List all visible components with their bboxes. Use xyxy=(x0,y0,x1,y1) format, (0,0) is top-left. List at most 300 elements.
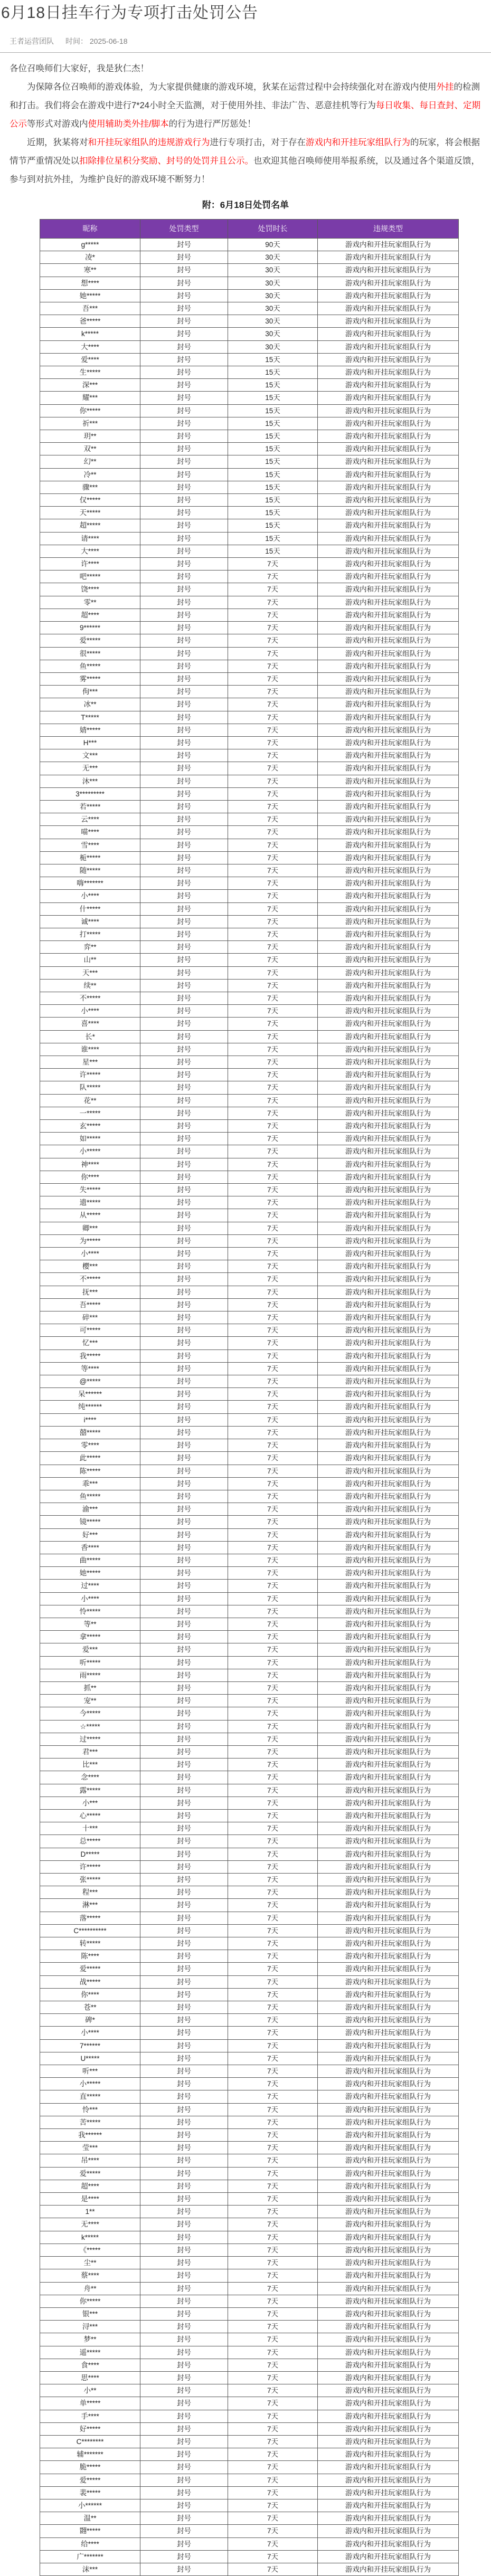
nickname-cell: 直***** xyxy=(40,2090,140,2103)
violation-type-cell: 游戏内和开挂玩家组队行为 xyxy=(318,455,459,468)
table-row xyxy=(40,851,459,864)
punish-type-cell: 封号 xyxy=(140,1145,228,1158)
punish-duration-cell: 7天 xyxy=(228,1120,318,1133)
punish-duration-cell: 7天 xyxy=(228,1796,318,1809)
nickname-cell: 喵**** xyxy=(40,826,140,839)
punish-duration-cell: 7天 xyxy=(228,749,318,762)
punish-duration-cell: 7天 xyxy=(228,992,318,1004)
punish-type-cell: 封号 xyxy=(140,1899,228,1912)
punish-duration-cell: 7天 xyxy=(228,2422,318,2435)
table-row xyxy=(40,545,459,557)
punish-type-cell: 封号 xyxy=(140,1707,228,1720)
table-row xyxy=(40,1018,459,1030)
punish-duration-cell: 7天 xyxy=(228,571,318,583)
violation-type-cell: 游戏内和开挂玩家组队行为 xyxy=(318,1592,459,1605)
punish-type-cell: 封号 xyxy=(140,1081,228,1094)
violation-type-cell: 游戏内和开挂玩家组队行为 xyxy=(318,1043,459,1056)
punish-type-cell: 封号 xyxy=(140,1886,228,1899)
punish-duration-cell: 7天 xyxy=(228,1733,318,1745)
table-row xyxy=(40,2218,459,2231)
nickname-cell: 陈***** xyxy=(40,1465,140,1477)
nickname-cell: 过**** xyxy=(40,1580,140,1592)
violation-type-cell: 游戏内和开挂玩家组队行为 xyxy=(318,1324,459,1337)
nickname-cell: 碑* xyxy=(40,2014,140,2027)
nickname-cell: 大**** xyxy=(40,545,140,557)
table-row xyxy=(40,2307,459,2320)
table-row xyxy=(40,2206,459,2218)
nickname-cell: 佝*** xyxy=(40,686,140,698)
punish-duration-cell: 7天 xyxy=(228,558,318,571)
punish-duration-cell: 7天 xyxy=(228,826,318,839)
punish-duration-cell: 7天 xyxy=(228,2486,318,2499)
punish-type-cell: 封号 xyxy=(140,404,228,417)
table-row xyxy=(40,1924,459,1937)
table-row xyxy=(40,443,459,455)
punish-duration-cell: 7天 xyxy=(228,1145,318,1158)
table-row xyxy=(40,1937,459,1950)
punish-duration-cell: 7天 xyxy=(228,2448,318,2461)
header-divider xyxy=(0,52,491,53)
table-row xyxy=(40,979,459,992)
nickname-cell: 凌* xyxy=(40,251,140,264)
table-row xyxy=(40,1809,459,1822)
punishment-list-heading: 附：6月18日处罚名单 xyxy=(202,200,289,210)
nickname-cell: 花** xyxy=(40,1094,140,1107)
table-row xyxy=(40,2282,459,2295)
violation-type-cell: 游戏内和开挂玩家组队行为 xyxy=(318,379,459,392)
greeting-paragraph: 各位召唤师们大家好，我是狄仁杰！ xyxy=(10,64,149,73)
table-row xyxy=(40,1681,459,1694)
violation-type-cell: 游戏内和开挂玩家组队行为 xyxy=(318,1133,459,1145)
punish-type-cell: 封号 xyxy=(140,2206,228,2218)
nickname-cell: 爱***** xyxy=(40,634,140,647)
punish-duration-cell: 7天 xyxy=(228,2052,318,2065)
punish-duration-cell: 7天 xyxy=(228,1605,318,1618)
punish-type-cell: 封号 xyxy=(140,1631,228,1643)
nickname-cell: 落***** xyxy=(40,1912,140,1924)
punish-type-cell: 封号 xyxy=(140,928,228,940)
punish-duration-cell: 7天 xyxy=(228,2346,318,2359)
punish-duration-cell: 7天 xyxy=(228,1567,318,1580)
table-row xyxy=(40,1707,459,1720)
violation-type-cell: 游戏内和开挂玩家组队行为 xyxy=(318,915,459,928)
violation-type-cell: 游戏内和开挂玩家组队行为 xyxy=(318,2090,459,2103)
intro-paragraph-1 xyxy=(10,78,481,134)
table-row xyxy=(40,1222,459,1234)
table-row xyxy=(40,277,459,289)
punish-type-cell: 封号 xyxy=(140,622,228,634)
nickname-cell: 若***** xyxy=(40,800,140,813)
table-row xyxy=(40,1209,459,1222)
punish-type-cell: 封号 xyxy=(140,1874,228,1886)
table-row xyxy=(40,340,459,353)
punish-type-cell: 封号 xyxy=(140,532,228,545)
punish-type-cell: 封号 xyxy=(140,762,228,775)
punish-duration-cell: 7天 xyxy=(228,647,318,660)
punish-type-cell: 封号 xyxy=(140,379,228,392)
violation-type-cell: 游戏内和开挂玩家组队行为 xyxy=(318,2154,459,2167)
nickname-cell: 爸***** xyxy=(40,315,140,328)
punish-type-cell: 封号 xyxy=(140,353,228,366)
punish-type-cell: 封号 xyxy=(140,915,228,928)
punish-type-cell: 封号 xyxy=(140,839,228,851)
nickname-cell: 裴***** xyxy=(40,2486,140,2499)
nickname-cell: 小**** xyxy=(40,2027,140,2039)
punish-type-cell: 封号 xyxy=(140,2499,228,2512)
page-title: 6月18日挂车行为专项打击处罚公告 xyxy=(1,4,259,22)
punish-duration-cell: 7天 xyxy=(228,2167,318,2180)
nickname-cell: 吊**** xyxy=(40,2154,140,2167)
violation-type-cell: 游戏内和开挂玩家组队行为 xyxy=(318,1669,459,1681)
nickname-cell: 你**** xyxy=(40,1988,140,2001)
punish-duration-cell: 7天 xyxy=(228,2321,318,2333)
punish-duration-cell: 7天 xyxy=(228,1541,318,1554)
nickname-cell: g***** xyxy=(40,239,140,251)
punish-type-cell: 封号 xyxy=(140,443,228,455)
nickname-cell: 陈**** xyxy=(40,1950,140,1963)
punish-duration-cell: 7天 xyxy=(228,1503,318,1516)
body-text: 的检测和打击。我们将会在游戏中进行7*24小时全天监测，对于使用外挂、非法广告、恶意挂机等行为 xyxy=(10,82,480,110)
table-row xyxy=(40,2257,459,2269)
violation-type-cell: 游戏内和开挂玩家组队行为 xyxy=(318,787,459,800)
nickname-cell: 骤*** xyxy=(40,481,140,493)
nickname-cell: 许**** xyxy=(40,558,140,571)
meta-line xyxy=(10,36,491,46)
punish-duration-cell: 30天 xyxy=(228,315,318,328)
nickname-cell: 山** xyxy=(40,954,140,966)
highlighted-text: 和开挂玩家组队的违规游戏行为 xyxy=(88,138,210,147)
punish-duration-cell: 7天 xyxy=(228,1809,318,1822)
table-row xyxy=(40,839,459,851)
nickname-cell: 玥** xyxy=(40,430,140,443)
table-row xyxy=(40,749,459,762)
highlighted-text: 游戏内和开挂玩家组队行为 xyxy=(306,138,410,147)
violation-type-cell: 游戏内和开挂玩家组队行为 xyxy=(318,1260,459,1273)
punish-duration-cell: 7天 xyxy=(228,1490,318,1503)
punish-type-cell: 封号 xyxy=(140,686,228,698)
punish-type-cell: 封号 xyxy=(140,2154,228,2167)
violation-type-cell: 游戏内和开挂玩家组队行为 xyxy=(318,902,459,915)
punish-type-cell: 封号 xyxy=(140,2346,228,2359)
nickname-cell: U***** xyxy=(40,2052,140,2065)
punish-duration-cell: 7天 xyxy=(228,2065,318,2078)
punish-duration-cell: 7天 xyxy=(228,775,318,787)
table-row xyxy=(40,2359,459,2371)
violation-type-cell: 游戏内和开挂玩家组队行为 xyxy=(318,532,459,545)
nickname-cell: 苦***** xyxy=(40,2116,140,2128)
violation-type-cell: 游戏内和开挂玩家组队行为 xyxy=(318,1311,459,1324)
highlighted-text: 外挂 xyxy=(436,82,454,92)
nickname-cell: C******** xyxy=(40,2435,140,2448)
violation-type-cell: 游戏内和开挂玩家组队行为 xyxy=(318,2014,459,2027)
punish-type-cell: 封号 xyxy=(140,1784,228,1796)
punish-duration-cell: 7天 xyxy=(228,2103,318,2116)
nickname-cell: 我***** xyxy=(40,1349,140,1362)
violation-type-cell: 游戏内和开挂玩家组队行为 xyxy=(318,2257,459,2269)
table-row xyxy=(40,1248,459,1260)
violation-type-cell: 游戏内和开挂玩家组队行为 xyxy=(318,2474,459,2486)
punish-duration-cell: 7天 xyxy=(228,941,318,954)
nickname-cell: 吧***** xyxy=(40,571,140,583)
punish-type-cell: 封号 xyxy=(140,698,228,711)
nickname-cell: 神**** xyxy=(40,1158,140,1171)
table-row xyxy=(40,2371,459,2384)
punish-duration-cell: 7天 xyxy=(228,1069,318,1081)
nickname-cell: 饶**** xyxy=(40,583,140,596)
punish-duration-cell: 7天 xyxy=(228,634,318,647)
violation-type-cell: 游戏内和开挂玩家组队行为 xyxy=(318,468,459,481)
nickname-cell: 小***** xyxy=(40,2078,140,2090)
table-row xyxy=(40,1324,459,1337)
punish-type-cell: 封号 xyxy=(140,2295,228,2307)
violation-type-cell: 游戏内和开挂玩家组队行为 xyxy=(318,966,459,979)
table-row xyxy=(40,2486,459,2499)
punish-duration-cell: 7天 xyxy=(228,1209,318,1222)
table-row xyxy=(40,404,459,417)
violation-type-cell: 游戏内和开挂玩家组队行为 xyxy=(318,1924,459,1937)
table-row xyxy=(40,1286,459,1298)
violation-type-cell: 游戏内和开挂玩家组队行为 xyxy=(318,1809,459,1822)
table-row xyxy=(40,1413,459,1426)
nickname-cell: 尘** xyxy=(40,2257,140,2269)
punish-type-cell: 封号 xyxy=(140,1554,228,1566)
punish-duration-cell: 15天 xyxy=(228,507,318,519)
punish-duration-cell: 7天 xyxy=(228,1631,318,1643)
punish-duration-cell: 7天 xyxy=(228,1580,318,1592)
punish-duration-cell: 7天 xyxy=(228,890,318,902)
nickname-cell: 拿***** xyxy=(40,1631,140,1643)
nickname-cell: 沐*** xyxy=(40,775,140,787)
punish-duration-cell: 7天 xyxy=(228,2090,318,2103)
punish-type-cell: 封号 xyxy=(140,851,228,864)
punish-type-cell: 封号 xyxy=(140,1503,228,1516)
punish-duration-cell: 30天 xyxy=(228,264,318,277)
nickname-cell: 婧***** xyxy=(40,724,140,736)
violation-type-cell: 游戏内和开挂玩家组队行为 xyxy=(318,328,459,340)
table-row xyxy=(40,1860,459,1873)
violation-type-cell: 游戏内和开挂玩家组队行为 xyxy=(318,672,459,685)
punish-duration-cell: 7天 xyxy=(228,800,318,813)
punish-type-cell: 封号 xyxy=(140,1988,228,2001)
punish-duration-cell: 7天 xyxy=(228,2384,318,2397)
table-row xyxy=(40,481,459,493)
punish-type-cell: 封号 xyxy=(140,1043,228,1056)
body-text: 等形式对游戏内 xyxy=(27,119,88,129)
punish-duration-cell: 7天 xyxy=(228,851,318,864)
violation-type-cell: 游戏内和开挂玩家组队行为 xyxy=(318,1848,459,1860)
violation-type-cell: 游戏内和开挂玩家组队行为 xyxy=(318,1056,459,1069)
punish-duration-cell: 7天 xyxy=(228,2142,318,2154)
highlighted-text: 扣除排位星积分奖励、封号的处罚并且公示。 xyxy=(79,156,253,166)
violation-type-cell: 游戏内和开挂玩家组队行为 xyxy=(318,1388,459,1401)
violation-type-cell: 游戏内和开挂玩家组队行为 xyxy=(318,1528,459,1541)
nickname-cell: 请**** xyxy=(40,532,140,545)
punish-type-cell: 封号 xyxy=(140,2269,228,2282)
violation-type-cell: 游戏内和开挂玩家组队行为 xyxy=(318,1899,459,1912)
violation-type-cell: 游戏内和开挂玩家组队行为 xyxy=(318,634,459,647)
table-row xyxy=(40,992,459,1004)
violation-type-cell: 游戏内和开挂玩家组队行为 xyxy=(318,660,459,672)
nickname-cell: 等**** xyxy=(40,1362,140,1375)
punish-duration-cell: 7天 xyxy=(228,2282,318,2295)
meta-team: 王者运营团队 xyxy=(10,37,54,45)
violation-type-cell: 游戏内和开挂玩家组队行为 xyxy=(318,1362,459,1375)
column-header-2: 处罚类型 xyxy=(140,220,228,239)
violation-type-cell: 游戏内和开挂玩家组队行为 xyxy=(318,2563,459,2575)
violation-type-cell: 游戏内和开挂玩家组队行为 xyxy=(318,1733,459,1745)
violation-type-cell: 游戏内和开挂玩家组队行为 xyxy=(318,2295,459,2307)
nickname-cell: T***** xyxy=(40,711,140,724)
nickname-cell: k***** xyxy=(40,2231,140,2244)
violation-type-cell: 游戏内和开挂玩家组队行为 xyxy=(318,2269,459,2282)
table-row xyxy=(40,1503,459,1516)
violation-type-cell: 游戏内和开挂玩家组队行为 xyxy=(318,1209,459,1222)
nickname-cell: 7****** xyxy=(40,2039,140,2052)
punish-duration-cell: 7天 xyxy=(228,1094,318,1107)
nickname-cell: 抓** xyxy=(40,1681,140,1694)
violation-type-cell: 游戏内和开挂玩家组队行为 xyxy=(318,826,459,839)
punish-type-cell: 封号 xyxy=(140,1720,228,1733)
violation-type-cell: 游戏内和开挂玩家组队行为 xyxy=(318,277,459,289)
violation-type-cell: 游戏内和开挂玩家组队行为 xyxy=(318,1158,459,1171)
punish-duration-cell: 7天 xyxy=(228,1081,318,1094)
violation-type-cell: 游戏内和开挂玩家组队行为 xyxy=(318,1822,459,1835)
violation-type-cell: 游戏内和开挂玩家组队行为 xyxy=(318,1860,459,1873)
punish-duration-cell: 7天 xyxy=(228,2218,318,2231)
punish-duration-cell: 15天 xyxy=(228,481,318,493)
punish-type-cell: 封号 xyxy=(140,2180,228,2192)
table-row xyxy=(40,686,459,698)
violation-type-cell: 游戏内和开挂玩家组队行为 xyxy=(318,647,459,660)
violation-type-cell: 游戏内和开挂玩家组队行为 xyxy=(318,2346,459,2359)
punish-type-cell: 封号 xyxy=(140,2027,228,2039)
table-row xyxy=(40,672,459,685)
table-row xyxy=(40,1439,459,1452)
table-row xyxy=(40,2231,459,2244)
punish-duration-cell: 7天 xyxy=(228,2078,318,2090)
punish-duration-cell: 7天 xyxy=(228,1171,318,1183)
table-row xyxy=(40,1477,459,1490)
table-row xyxy=(40,571,459,583)
punish-type-cell: 封号 xyxy=(140,672,228,685)
nickname-cell: 吾***** xyxy=(40,1298,140,1311)
table-row xyxy=(40,622,459,634)
punish-type-cell: 封号 xyxy=(140,2231,228,2244)
violation-type-cell: 游戏内和开挂玩家组队行为 xyxy=(318,392,459,404)
nickname-cell: 碎*** xyxy=(40,1311,140,1324)
nickname-cell: 为***** xyxy=(40,1234,140,1247)
table-row xyxy=(40,2333,459,2346)
nickname-cell: 爱***** xyxy=(40,2474,140,2486)
table-row xyxy=(40,596,459,609)
punish-duration-cell: 30天 xyxy=(228,302,318,315)
table-row xyxy=(40,2103,459,2116)
punish-type-cell: 封号 xyxy=(140,1248,228,1260)
table-row xyxy=(40,1643,459,1656)
violation-type-cell: 游戏内和开挂玩家组队行为 xyxy=(318,251,459,264)
table-header-row xyxy=(40,220,459,239)
punish-duration-cell: 7天 xyxy=(228,2307,318,2320)
table-row xyxy=(40,1695,459,1707)
punish-type-cell: 封号 xyxy=(140,1822,228,1835)
punish-type-cell: 封号 xyxy=(140,1592,228,1605)
nickname-cell: 许***** xyxy=(40,1860,140,1873)
table-row xyxy=(40,1337,459,1349)
table-row xyxy=(40,532,459,545)
punish-type-cell: 封号 xyxy=(140,1260,228,1273)
table-row xyxy=(40,1465,459,1477)
punish-type-cell: 封号 xyxy=(140,1516,228,1528)
punish-type-cell: 封号 xyxy=(140,315,228,328)
punish-type-cell: 封号 xyxy=(140,1656,228,1669)
table-row xyxy=(40,2435,459,2448)
punish-type-cell: 封号 xyxy=(140,724,228,736)
nickname-cell: 幻** xyxy=(40,455,140,468)
nickname-cell: 你***** xyxy=(40,404,140,417)
nickname-cell: 雾***** xyxy=(40,672,140,685)
table-row xyxy=(40,1975,459,1988)
meta-time-label: 时间： xyxy=(65,37,90,45)
punish-type-cell: 封号 xyxy=(140,1618,228,1630)
nickname-cell: 卿*** xyxy=(40,1222,140,1234)
violation-type-cell: 游戏内和开挂玩家组队行为 xyxy=(318,1349,459,1362)
punish-type-cell: 封号 xyxy=(140,1733,228,1745)
table-row xyxy=(40,2027,459,2039)
violation-type-cell: 游戏内和开挂玩家组队行为 xyxy=(318,1273,459,1286)
punish-duration-cell: 7天 xyxy=(228,1707,318,1720)
violation-type-cell: 游戏内和开挂玩家组队行为 xyxy=(318,2486,459,2499)
table-row xyxy=(40,2537,459,2550)
table-row xyxy=(40,2090,459,2103)
table-row xyxy=(40,2397,459,2410)
punish-type-cell: 封号 xyxy=(140,1388,228,1401)
nickname-cell: 弈** xyxy=(40,941,140,954)
violation-type-cell: 游戏内和开挂玩家组队行为 xyxy=(318,724,459,736)
nickname-cell: 很***** xyxy=(40,647,140,660)
violation-type-cell: 游戏内和开挂玩家组队行为 xyxy=(318,877,459,890)
violation-type-cell: 游戏内和开挂玩家组队行为 xyxy=(318,2116,459,2128)
nickname-cell: 程*** xyxy=(40,1886,140,1899)
violation-type-cell: 游戏内和开挂玩家组队行为 xyxy=(318,686,459,698)
punish-duration-cell: 7天 xyxy=(228,1260,318,1273)
punish-duration-cell: 7天 xyxy=(228,1337,318,1349)
nickname-cell: 蔡**** xyxy=(40,2269,140,2282)
nickname-cell: 想**** xyxy=(40,277,140,289)
violation-type-cell: 游戏内和开挂玩家组队行为 xyxy=(318,749,459,762)
punish-duration-cell: 15天 xyxy=(228,494,318,507)
punish-type-cell: 封号 xyxy=(140,1605,228,1618)
punish-duration-cell: 7天 xyxy=(228,1695,318,1707)
violation-type-cell: 游戏内和开挂玩家组队行为 xyxy=(318,1950,459,1963)
punish-duration-cell: 7天 xyxy=(228,2435,318,2448)
violation-type-cell: 游戏内和开挂玩家组队行为 xyxy=(318,1234,459,1247)
violation-type-cell: 游戏内和开挂玩家组队行为 xyxy=(318,1069,459,1081)
punish-type-cell: 封号 xyxy=(140,2282,228,2295)
table-row xyxy=(40,519,459,532)
punish-type-cell: 封号 xyxy=(140,2244,228,2256)
punish-type-cell: 封号 xyxy=(140,1912,228,1924)
punish-duration-cell: 7天 xyxy=(228,1554,318,1566)
nickname-cell: 你***** xyxy=(40,2295,140,2307)
punish-type-cell: 封号 xyxy=(140,1005,228,1018)
table-row xyxy=(40,724,459,736)
table-row xyxy=(40,787,459,800)
nickname-cell: 小*** xyxy=(40,1796,140,1809)
nickname-cell: 小**** xyxy=(40,890,140,902)
punish-duration-cell: 7天 xyxy=(228,1452,318,1465)
punish-type-cell: 封号 xyxy=(140,1426,228,1439)
table-row xyxy=(40,2129,459,2142)
